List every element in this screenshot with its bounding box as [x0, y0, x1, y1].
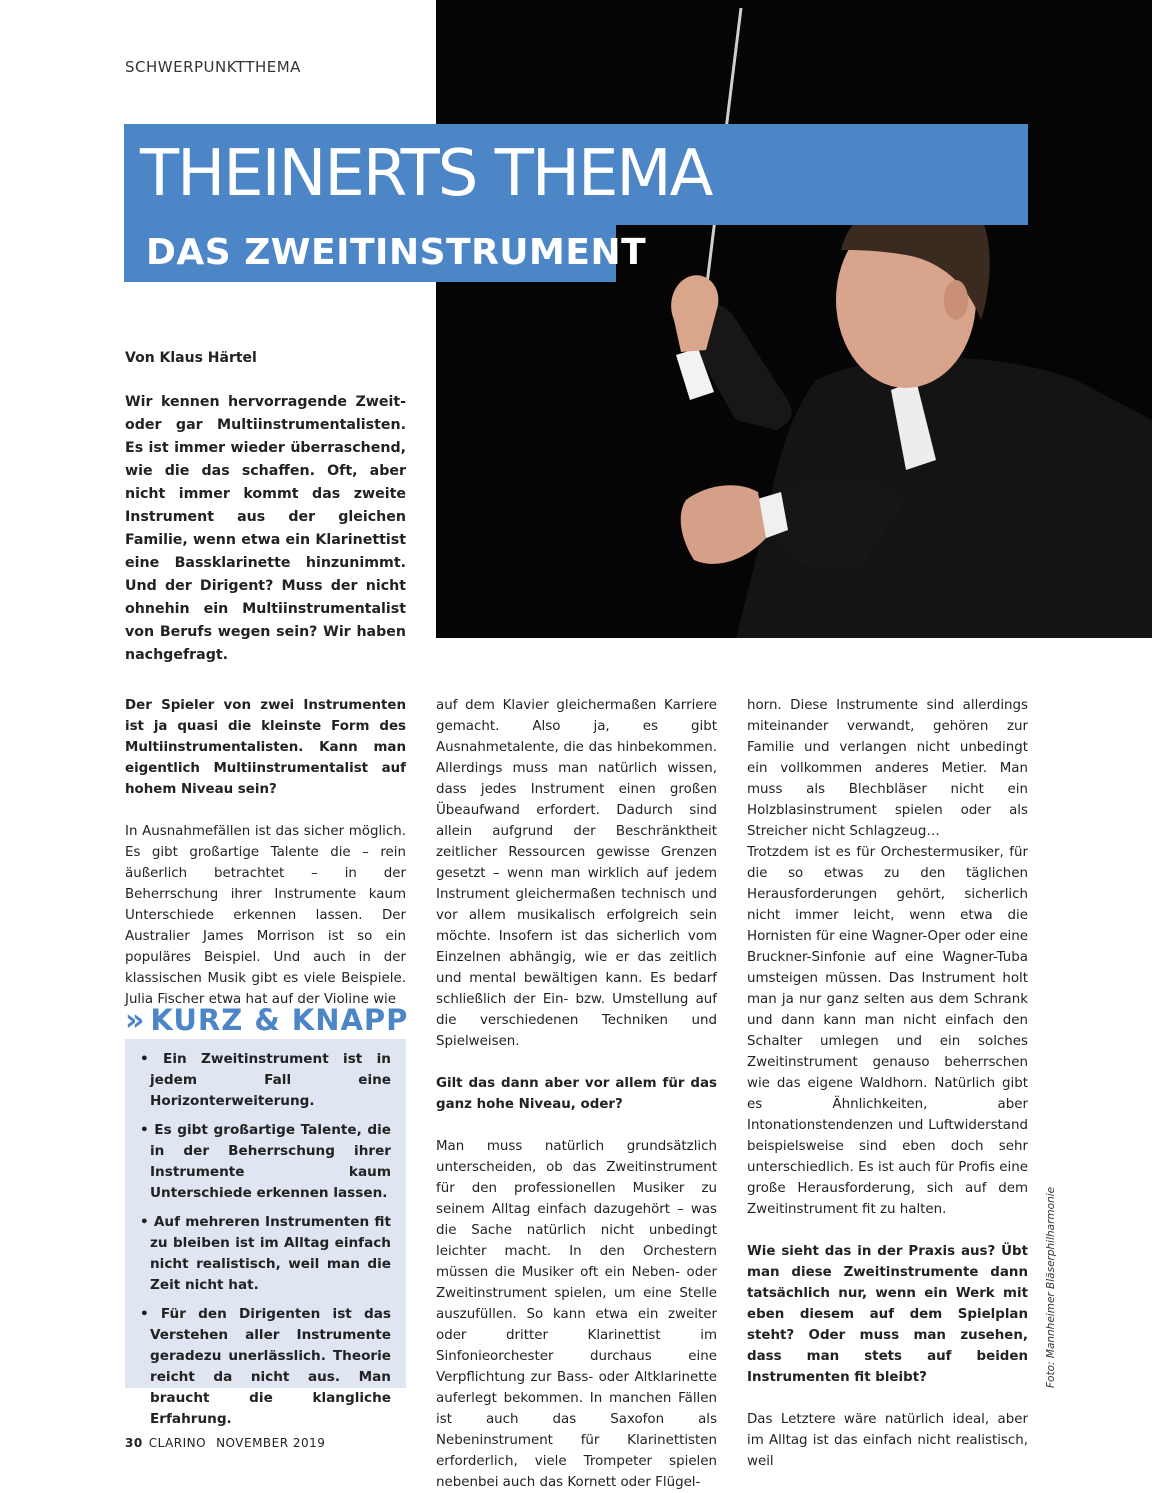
question: Der Spieler von zwei Instrumenten ist ja quasi die kleinste Form des Multiinstrumentalisten. Kann man eigentlich Multiinstrumentalist auf hohem Niveau sein? — [125, 698, 406, 797]
paragraph: horn. Diese Instrumente sind allerdings miteinander verwandt, gehören zur Familie und verlangen nicht unbedingt ein vollkommen anderes Metier. Man muss als Blechbläser nicht ein Holzblasinstrument spielen oder als Streicher nicht Schlagzeug… — [747, 698, 1028, 839]
summary-item: • Für den Dirigenten ist das Verstehen aller Instrumente geradezu unerlässlich. Theorie reicht da nicht aus. Man braucht die klangliche Erfahrung. — [140, 1306, 391, 1427]
conductor-photo — [436, 0, 1152, 638]
byline: Von Klaus Härtel — [125, 350, 257, 366]
photo-credit: Foto: Mannheimer Bläserphilharmonie — [1045, 1186, 1057, 1388]
summary-item: • Ein Zweitinstrument ist in jedem Fall eine Horizonterweiterung. — [140, 1051, 391, 1109]
paragraph: Trotzdem ist es für Orchestermusiker, für die so etwas zu den täglichen Herausforderungen gehört, sicherlich nicht immer leicht, wenn etwa die Hornisten für eine Wagner-Oper oder eine Bruckner-Sinfonie auf eine Wagner-Tuba umsteigen müssen. Das Instrument holt man ja nur ganz selten aus dem Schrank und dann kann man nicht einfach den Schalter umlegen und ein solches Zweitinstrument genauso beherrschen wie das eigene Waldhorn. Natürlich gibt es Ähnlichkeiten, aber Intonationstendenzen und Luftwiderstand beispielsweise sind eben doch sehr unterschiedlich. Es ist auch für Profis eine große Herausforderung, sich auf dem Zweitinstrument fit zu halten. — [747, 845, 1028, 1217]
lead-paragraph: Wir kennen hervorragende Zweit- oder gar Multiinstrumentalisten. Es ist immer wieder überraschend, wie die das schaffen. Oft, aber nicht immer kommt das zweite Instrument aus der gleichen Familie, wenn etwa ein Klarinettist eine Bassklarinette hinzunimmt. Und der Dirigent? Muss der nicht ohnehin ein Multiinstrumentalist von Berufs wegen sein? Wir haben nachgefragt. — [125, 394, 406, 663]
question: Wie sieht das in der Praxis aus? Übt man diese Zweitinstrumente dann tatsächlich nur, wenn ein Werk mit eben diesem auf dem Spielplan steht? Oder muss man zusehen, dass man stets auf beiden Instrumenten fit bleibt? — [747, 1244, 1028, 1385]
section-kicker: SCHWERPUNKTTHEMA — [125, 58, 301, 76]
answer: Das Letztere wäre natürlich ideal, aber im Alltag ist das einfach nicht realistisch, weil — [747, 1412, 1028, 1469]
answer: In Ausnahmefällen ist das sicher möglich. Es gibt großartige Talente die – rein äußerlich betrachtet – in der Beherrschung ihrer Instrumente kaum Unterschiede erkennen lassen. Der Australier James Morrison ist so ein populäres Beispiel. Und auch in der klassischen Musik gibt es viele Beispiele. Julia Fischer etwa hat auf der Violine wie — [125, 824, 406, 1007]
text-column-1 — [125, 695, 406, 1010]
sidebar-heading-text: KURZ & KNAPP — [150, 1003, 409, 1037]
magazine-name: CLARINO — [148, 1436, 207, 1450]
text-column-3 — [747, 695, 1028, 1472]
page-subtitle: DAS ZWEITINSTRUMENT — [146, 232, 647, 273]
paragraph: auf dem Klavier gleichermaßen Karriere gemacht. Also ja, es gibt Ausnahmetalente, die das hinbekommen. Allerdings muss man natürlich wissen, dass jedes Instrument einen großen Übeaufwand erfordert. Dadurch sind allein aufgrund der Beschränktheit zeitlicher Ressourcen gewisse Grenzen gesetzt – wenn man wirklich auf jedem Instrument gleichermaßen technisch und vor allem musikalisch erfolgreich sein möchte. Insofern ist das sicherlich vom Einzelnen abhängig, wie er das zeitlich und mental bewältigen kann. Es bedarf schließlich der Ein- bzw. Umstellung auf die verschiedenen Techniken und Spielweisen. — [436, 698, 717, 1049]
double-chevron-icon: » — [125, 1003, 141, 1038]
sidebar-heading — [125, 1003, 408, 1038]
summary-box — [125, 1039, 406, 1427]
text-column-2 — [436, 695, 717, 1493]
issue-date: NOVEMBER 2019 — [216, 1436, 326, 1450]
page-footer — [125, 1436, 325, 1450]
summary-item: • Es gibt großartige Talente, die in der Beherrschung ihrer Instrumente kaum Unterschiede erkennen lassen. — [140, 1122, 391, 1201]
summary-item: • Auf mehreren Instrumenten fit zu bleiben ist im Alltag einfach nicht realistisch, weil man die Zeit nicht hat. — [140, 1214, 391, 1293]
question: Gilt das dann aber vor allem für das ganz hohe Niveau, oder? — [436, 1076, 717, 1112]
page-number: 30 — [125, 1436, 143, 1450]
page-title: THEINERTS THEMA — [140, 137, 712, 211]
answer: Man muss natürlich grundsätzlich unterscheiden, ob das Zweitinstrument für den professionellen Musiker zu seinem Alltag einfach dazugehört – was die Sache natürlich nicht unbedingt leichter macht. In den Orchestern müssen die Musiker oft ein Neben- oder Zweitinstrument spielen, um eine Stelle auszufüllen. So kann etwa ein zweiter oder dritter Klarinettist im Sinfonieorchester durchaus eine Verpflichtung zur Bass- oder Altklarinette auferlegt bekommen. In manchen Fällen ist auch das Saxofon als Nebeninstrument für Klarinettisten erforderlich, viele Trompeter spielen nebenbei auch das Kornett oder Flügel- — [436, 1139, 717, 1490]
